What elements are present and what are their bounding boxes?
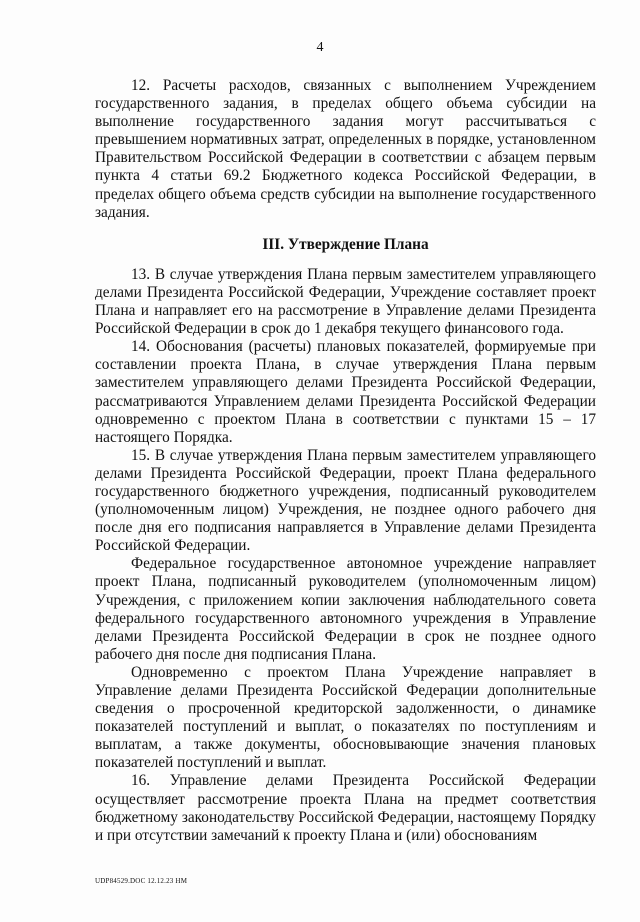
document-body	[95, 77, 596, 845]
paragraph-15: 15. В случае утверждения Плана первым заместителем управляющего делами Президента Российской Федерации, проект Плана федерального государственного бюджетного учреждения, подписанный руководителем (уполномоченным лицом) Учреждения, не позднее одного рабочего дня после дня его подписания направляется в Управление делами Президента Российской Федерации.	[95, 446, 596, 555]
paragraph-15-additional: Одновременно с проектом Плана Учреждение направляет в Управление делами Президента Российской Федерации дополнительные сведения о просроченной кредиторской задолженности, о динамике показателей поступлений и выплат, о показателях по поступлениям и выплатам, а также документы, обосновывающие значения плановых показателей поступлений и выплат.	[95, 663, 596, 772]
paragraph-16: 16. Управление делами Президента Российской Федерации осуществляет рассмотрение проекта Плана на предмет соответствия бюджетному законодательству Российской Федерации, настоящему Порядку и при отсутствии замечаний к проекту Плана и (или) обоснованиям	[95, 772, 596, 844]
paragraph-15-autonomous: Федеральное государственное автономное учреждение направляет проект Плана, подписанный руководителем (уполномоченным лицом) Учреждения, с приложением копии заключения наблюдательного совета федерального государственного автономного учреждения в Управление делами Президента Российской Федерации в срок не позднее одного рабочего дня после дня подписания Плана.	[95, 555, 596, 663]
paragraph-13: 13. В случае утверждения Плана первым заместителем управляющего делами Президента Российской Федерации, Учреждение составляет проект Плана и направляет его на рассмотрение в Управление делами Президента Российской Федерации в срок до 1 декабря текущего финансового года.	[95, 265, 596, 338]
paragraph-14: 14. Обоснования (расчеты) плановых показателей, формируемые при составлении проекта Плана, в случае утверждения Плана первым заместителем управляющего делами Президента Российской Федерации, рассматриваются Управлением делами Президента Российской Федерации одновременно с проектом Плана в соответствии с пунктами 15 – 17 настоящего Порядка.	[95, 338, 596, 446]
paragraph-12: 12. Расчеты расходов, связанных с выполнением Учреждением государственного задания, в пределах общего объема субсидии на выполнение государственного задания могут рассчитываться с превышением нормативных затрат, определенных в порядке, установленном Правительством Российской Федерации в соответствии с абзацем первым пункта 4 статьи 69.2 Бюджетного кодекса Российской Федерации, в пределах общего объема средств субсидии на выполнение государственного задания.	[95, 77, 596, 221]
page-number: 4	[316, 40, 324, 55]
section-heading: III. Утверждение Плана	[262, 235, 429, 253]
footer-file-reference: UDP84529.DOC 12.12.23 HM	[95, 877, 188, 885]
